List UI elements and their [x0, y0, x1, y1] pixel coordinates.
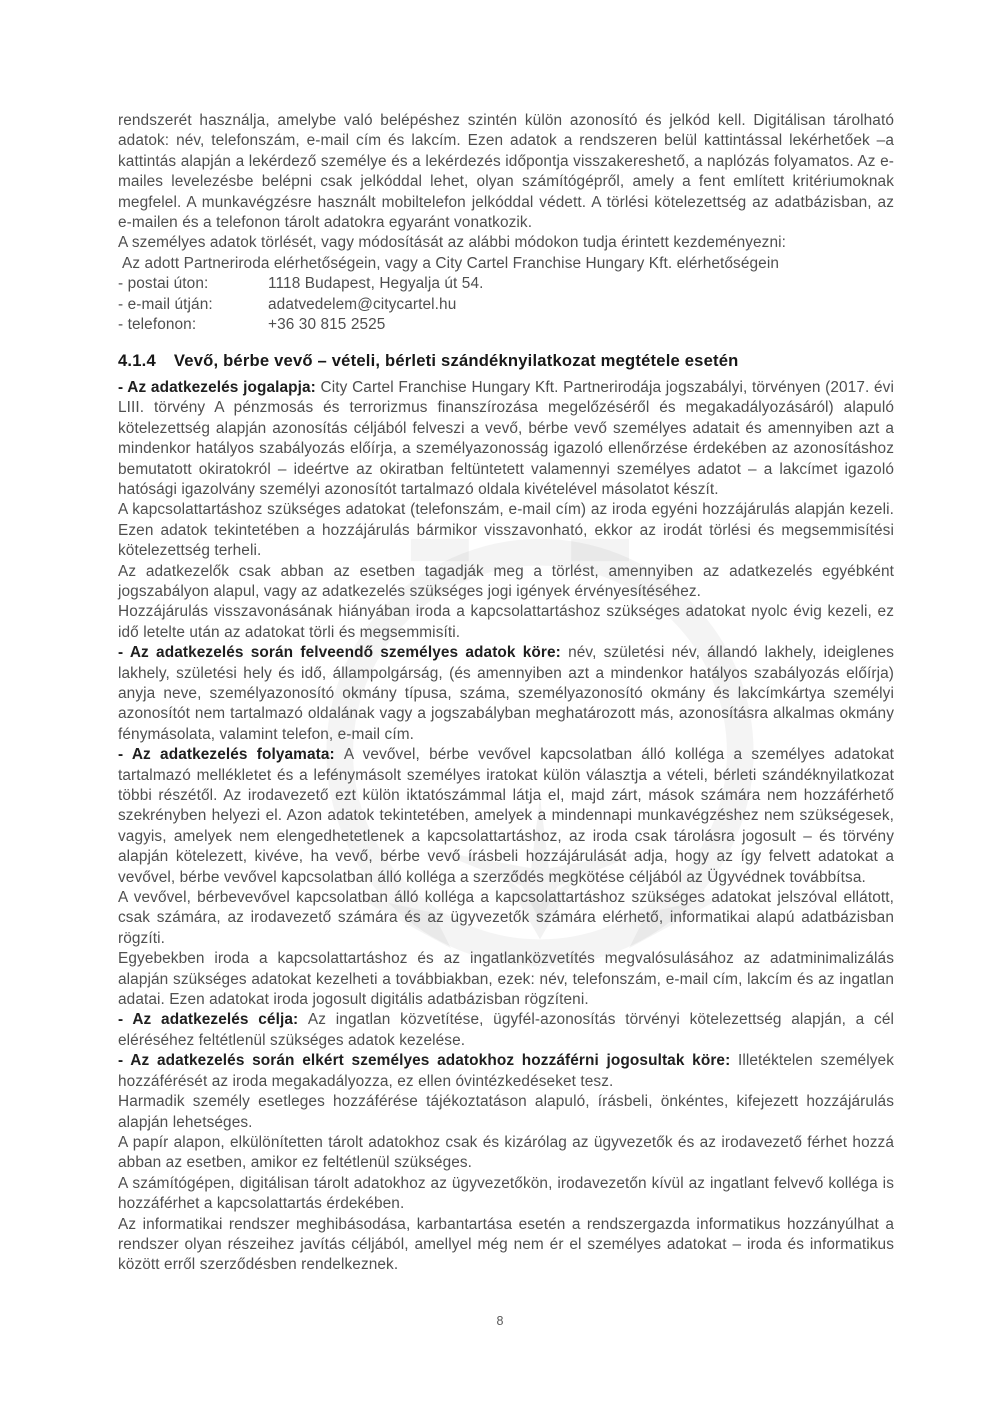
phone-number: +36 30 815 2525	[268, 316, 386, 334]
body-paragraph	[118, 949, 894, 1010]
body-paragraph	[118, 1174, 894, 1215]
section-title: Vevő, bérbe vevő – vételi, bérleti szándéknyilatkozat megtétele esetén	[173, 351, 739, 371]
partner-office-line: Az adott Partneriroda elérhetőségein, vagy a City Cartel Franchise Hungary Kft. elérhetőségein	[122, 254, 780, 272]
paragraph-text: Egyebekben iroda a kapcsolattartáshoz és az ingatlanközvetítés megvalósulásához az adatminimalizálás alapján szükséges adatokat kezelheti a továbbiakban, ezek: név, telefonszám, e-mail cím, lakcím és az ingatlan adatai. Ezen adatokat iroda jogosult digitális adatbázisban rögzíteni.	[118, 950, 894, 1009]
paragraph-text: A számítógépen, digitálisan tárolt adatokhoz az ügyvezetőkön, irodavezetőn kívül az ingatlant felvevő kolléga is hozzáférhet a kapcsolattartás érdekében.	[118, 1174, 894, 1213]
body-paragraph	[118, 888, 894, 949]
page-number: 8	[496, 1314, 504, 1328]
paragraph-lead: - Az adatkezelés folyamata:	[118, 746, 344, 764]
body-paragraph	[118, 1092, 894, 1133]
paragraph-lead: - Az adatkezelés során felveendő személyes adatok köre:	[118, 644, 569, 662]
document-body	[118, 111, 894, 1276]
paragraph-text: Az ingatlan közvetítése, ügyfél-azonosítás törvényi kötelezettség alapján, a cél eléréséhez feltétlenül szükséges adatok kezelése.	[118, 1011, 894, 1049]
body-paragraph	[118, 1010, 894, 1051]
contact-label: - postai úton:	[118, 275, 209, 293]
paragraph-text: Harmadik személy esetleges hozzáférése tájékoztatáson alapuló, írásbeli, önkéntes, kifejezett hozzájárulás alapján lehetséges.	[118, 1093, 894, 1131]
paragraph-text: A vevővel, bérbe vevővel kapcsolatban álló kolléga a személyes adatokat tartalmazó mellékletet és a lefénymásolt személyes iratokat külön választja a vételi, bérleti szándéknyilatkozat többi részétől. Az irodavezető ezt külön iktatószámmal látja el, majd zárt, mások számára nem hozzáférhető szekrényben helyezi el. Azon adatok tekintetében, amelyek a mindennapi munkavégzéshez nem szükségesek, vagyis, amelyek nem elengedhetetlenek a kapcsolattartáshoz, az iroda csak tárolásra jogosult – és törvény alapján kötelezett, kivéve, ha vevő, bérbe vevő írásbeli hozzájárulását adja, hogy az így felvett adatokat a vevővel, bérbe vevővel kapcsolatban álló kolléga a szerződés megkötése céljából az Ügyvédnek továbbítsa.	[118, 746, 894, 886]
body-paragraph	[118, 1133, 894, 1174]
paragraph-text: A vevővel, bérbevevővel kapcsolatban álló kolléga a kapcsolattartáshoz szükséges adatokat jelszóval ellátott, csak számára, az irodavezető számára és az ügyvezetők számára elérhető, informatikai alapú adatbázisban rögzíti.	[118, 889, 894, 947]
contact-row-postal	[118, 274, 894, 294]
paragraph-lead: - Az adatkezelés során elkért személyes adatokhoz hozzáférni jogosultak köre:	[118, 1052, 738, 1070]
body-paragraph	[118, 643, 894, 745]
paragraph-text: Az informatikai rendszer meghibásodása, karbantartása esetén a rendszergazda informatikus hozzányúlhat a rendszer olyan részeihez javítás céljából, amellyel még nem ér el személyes adatokat – iroda és informatikus között erről szerződésben rendelkeznek.	[118, 1215, 894, 1274]
paragraph-text: Illetéktelen személyek hozzáférését az iroda megakadályozza, ez ellen óvintézkedéseket tesz.	[118, 1052, 894, 1090]
body-paragraph	[118, 745, 894, 888]
body-paragraph	[118, 1215, 894, 1276]
contact-row-email	[118, 295, 894, 315]
intro-paragraph: rendszerét használja, amelybe való belépéshez szintén külön azonosító és jelkód kell. Digitálisan tárolható adatok: név, telefonszám, e-mail cím és lakcím. Ezen adatok a rendszeren belül kattintással lekérhetőek –a kattintás alapján a lekérdező személye és a lekérdezés időpontja visszakereshető, a naplózás folyamatos. Az e-mailes levelezésbe belépni csak jelkóddal lehet, olyan számítógépről, amely a fent említett kritériumoknak megfelel. A munkavégzésre használt mobiltelefon jelkóddal védett. A törlési kötelezettség az adatbázisban, az e-mailen és a telefonon tárolt adatokra egyaránt vonatkozik.	[118, 112, 894, 232]
contact-label: - e-mail útján:	[118, 295, 213, 313]
contact-row-phone	[118, 315, 894, 335]
paragraph-text: A papír alapon, elkülönítetten tárolt adatokhoz csak és kizárólag az ügyvezetők és az irodavezető férhet hozzá abban az esetben, amikor ez feltétlenül szükséges.	[118, 1133, 894, 1172]
section-number: 4.1.4	[118, 351, 156, 371]
body-paragraph	[118, 1051, 894, 1092]
paragraph-text: City Cartel Franchise Hungary Kft. Partnerirodája jogszabályi, törvényen (2017. évi LIII. törvény A pénzmosás és terrorizmus finanszírozása megelőzéséről és megakadályozásáról) alapuló kötelezettség alapján azonosítás céljából felveszi a vevő, bérbe vevő személyes adatait és amennyiben azt a mindenkor hatályos szabályozás előírja, a személyazonosság igazoló ellenőrzése érdekében az azonosításhoz bemutatott okiratokról – ideértve az okiratban feltüntetett valamennyi személyes adatot – a lakcímet igazoló hatósági igazolvány személyi azonosítót tartalmazó oldala kivételével másolatot készít.	[118, 378, 894, 498]
paragraph-text: név, születési név, állandó lakhely, ideiglenes lakhely, születési hely és idő, állampolgárság, (és amennyiben azt a mindenkor hatályos szabályozás előírja) anyja neve, személyazonosító okmány típusa, száma, személyazonosító okmány és lakcímkártya személyi azonosítót nem tartalmazó oldalának vagy a jogszabályban meghatározott más, azonosításra alkalmas okmány fénymásolata, valamint telefon, e-mail cím.	[118, 644, 894, 743]
contact-label: - telefonon:	[118, 316, 197, 334]
deletion-request-paragraph: A személyes adatok törlését, vagy módosítását az alábbi módokon tudja érintett kezdeményezni:	[118, 234, 787, 252]
postal-address: 1118 Budapest, Hegyalja út 54.	[268, 275, 484, 293]
section-heading	[118, 351, 894, 371]
body-paragraph	[118, 500, 894, 561]
body-paragraph	[118, 602, 894, 643]
paragraph-text: A kapcsolattartáshoz szükséges adatokat (telefonszám, e-mail cím) az iroda egyéni hozzájárulás alapján kezeli. Ezen adatok tekintetében a hozzájárulás bármikor visszavonható, ekkor az irodát törlési és megsemmisítési kötelezettség terheli.	[118, 501, 894, 560]
email-address: adatvedelem@citycartel.hu	[268, 295, 457, 313]
paragraph-text: Hozzájárulás visszavonásának hiányában iroda a kapcsolattartáshoz szükséges adatokat nyolc évig kezeli, ez idő letelte után az adatokat törli és megsemmisíti.	[118, 603, 894, 641]
body-paragraph	[118, 378, 894, 500]
body-paragraph	[118, 562, 894, 603]
paragraph-lead: - Az adatkezelés célja:	[118, 1011, 308, 1029]
paragraph-text: Az adatkezelők csak abban az esetben tagadják meg a törlést, amennyiben az adatkezelés egyébként jogszabályon alapul, vagy az adatkezelés szükséges jogi igények érvényesítéséhez.	[118, 562, 894, 600]
paragraph-lead: - Az adatkezelés jogalapja:	[118, 378, 321, 396]
